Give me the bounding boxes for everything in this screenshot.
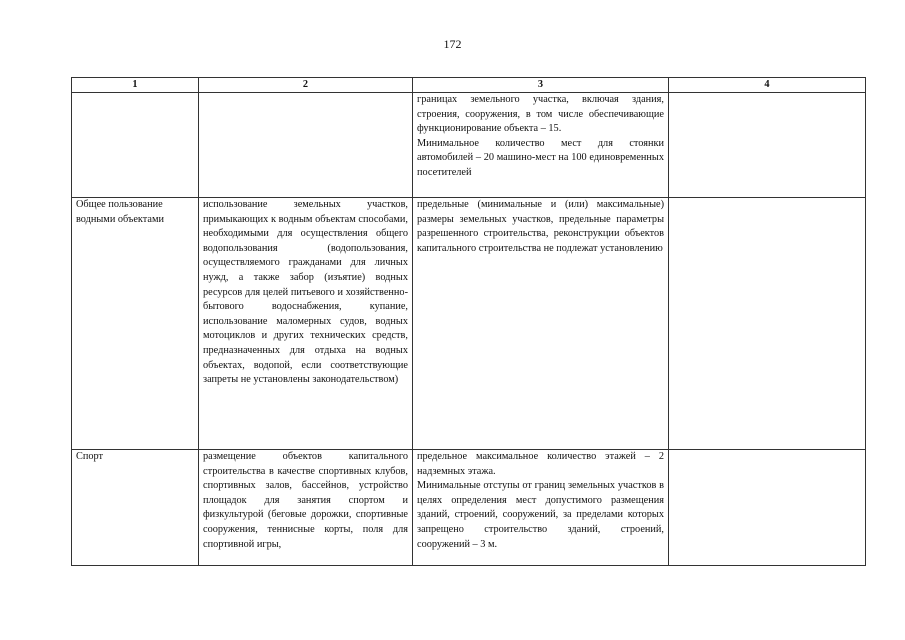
cell-parameters: [413, 198, 669, 450]
cell-parameters: [413, 450, 669, 566]
cell-use-description: [199, 93, 413, 198]
cell-use-description: использование земельных участков, примыкающих к водным объектам способами, необходимыми для осуществления общего водопользования (водопользования, осуществляемого гражданами для личных нужд, а также забор (изъятие) водных ресурсов для целей питьевого и хозяйственно-бытового водоснабжения, купание, использование маломерных судов, водных мотоциклов и других технических средств, предназначенных для отдыха на водных объектах, водопой, если соответствующие запреты не установлены законодательством): [199, 198, 413, 450]
parameters-paragraph: предельные (минимальные и (или) максимальные) размеры земельных участков, предельные параметры разрешенного строительства, реконструкции объектов капитального строительства не подлежат установлению: [417, 199, 664, 254]
table-row: [72, 450, 866, 566]
header-col-2: 2: [199, 78, 413, 93]
header-col-3: 3: [413, 78, 669, 93]
cell-notes: [669, 198, 866, 450]
cell-use-type: Общее пользование водными объектами: [72, 198, 199, 450]
parameters-paragraph: предельное максимальное количество этажей – 2 надземных этажа.: [417, 451, 664, 477]
page-number: 172: [443, 37, 462, 51]
parameters-paragraph: Минимальные отступы от границ земельных участков в целях определения мест допустимого размещения зданий, строений, сооружений, за пределами которых запрещено строительство зданий, строений, сооружений – 3 м.: [417, 480, 664, 550]
table-row: [72, 93, 866, 198]
header-col-4: 4: [669, 78, 866, 93]
parameters-paragraph: границах земельного участка, включая здания, строения, сооружения, в том числе обеспечивающие функционирование объекта – 15.: [417, 94, 664, 135]
regulations-table: [71, 77, 866, 566]
parameters-paragraph: Минимальное количество мест для стоянки автомобилей – 20 машино-мест на 100 единовременных посетителей: [417, 137, 664, 178]
header-col-1: 1: [72, 78, 199, 93]
table-row: [72, 198, 866, 450]
cell-parameters: [413, 93, 669, 198]
cell-use-description: размещение объектов капитального строительства в качестве спортивных клубов, спортивных залов, бассейнов, устройство площадок для занятия спортом и физкультурой (беговые дорожки, спортивные сооружения, теннисные корты, поля для спортивной игры,: [199, 450, 413, 566]
cell-notes: [669, 93, 866, 198]
cell-use-type: [72, 93, 199, 198]
cell-use-type: Спорт: [72, 450, 199, 566]
cell-notes: [669, 450, 866, 566]
table-header-row: [72, 78, 866, 93]
